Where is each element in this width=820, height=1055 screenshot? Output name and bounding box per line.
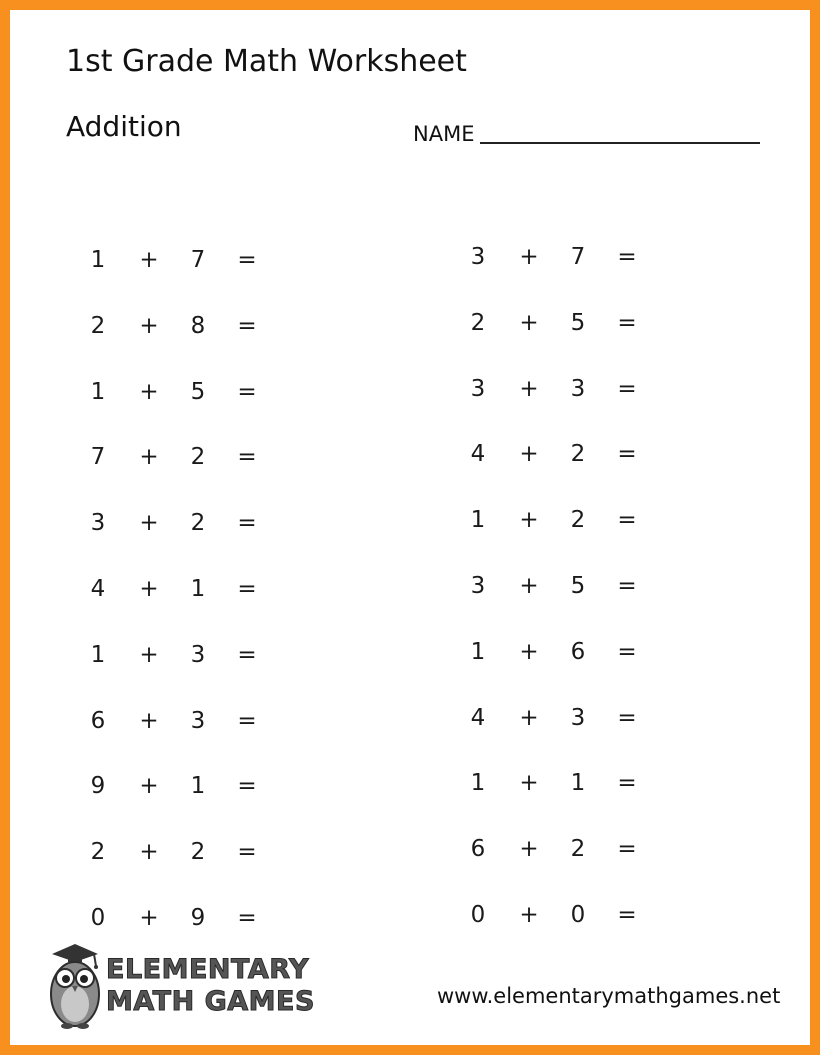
logo-text-line2: MATH GAMES [106, 986, 315, 1017]
math-problem-right-2 [390, 307, 650, 339]
addend-2: 2 [190, 444, 206, 471]
elementary-math-games-logo [44, 940, 315, 1030]
math-problem-right-5 [390, 504, 650, 536]
addend-2: 3 [190, 641, 206, 668]
worksheet-subtitle: Addition [66, 110, 182, 143]
math-problem-right-3 [390, 373, 650, 405]
plus-sign: + [519, 704, 539, 731]
addend-2: 0 [570, 902, 586, 928]
plus-sign: + [519, 375, 539, 402]
addend-2: 5 [570, 309, 586, 336]
plus-sign: + [139, 510, 159, 537]
plus-sign: + [139, 707, 159, 734]
math-problem-right-6 [390, 570, 650, 602]
addend-1: 9 [90, 773, 106, 800]
equals-sign: = [237, 247, 257, 273]
addend-2: 3 [570, 704, 586, 731]
math-problem-right-8 [390, 702, 650, 734]
math-problem-left-4 [10, 441, 270, 473]
math-problem-left-1 [10, 244, 270, 276]
plus-sign: + [139, 576, 159, 602]
addend-2: 9 [190, 905, 206, 931]
math-problem-left-10 [10, 836, 270, 868]
equals-sign: = [237, 707, 257, 734]
plus-sign: + [519, 507, 539, 534]
addend-2: 2 [570, 836, 586, 863]
addend-1: 2 [90, 839, 106, 866]
equals-sign: = [617, 902, 637, 928]
addend-1: 1 [90, 378, 106, 405]
plus-sign: + [139, 312, 159, 339]
addend-2: 1 [570, 770, 586, 797]
addend-2: 2 [190, 510, 206, 537]
plus-sign: + [519, 244, 539, 270]
addend-2: 8 [190, 312, 206, 339]
addend-1: 3 [470, 573, 486, 599]
addend-2: 2 [190, 839, 206, 866]
equals-sign: = [617, 573, 637, 599]
math-problem-left-8 [10, 705, 270, 737]
addend-2: 2 [570, 507, 586, 534]
math-problem-left-7 [10, 639, 270, 671]
plus-sign: + [139, 378, 159, 405]
plus-sign: + [139, 773, 159, 800]
equals-sign: = [237, 641, 257, 668]
equals-sign: = [617, 507, 637, 534]
addend-2: 6 [570, 638, 586, 665]
addend-1: 0 [90, 905, 106, 931]
equals-sign: = [237, 510, 257, 537]
owl-mascot-icon [44, 940, 106, 1030]
math-problem-right-10 [390, 833, 650, 865]
equals-sign: = [617, 638, 637, 665]
math-problem-left-3 [10, 376, 270, 408]
addend-1: 3 [470, 244, 486, 270]
math-problem-left-5 [10, 507, 270, 539]
plus-sign: + [519, 770, 539, 797]
plus-sign: + [519, 573, 539, 599]
plus-sign: + [139, 444, 159, 471]
equals-sign: = [617, 770, 637, 797]
addend-1: 2 [470, 309, 486, 336]
website-url: www.elementarymathgames.net [437, 984, 781, 1008]
worksheet-title: 1st Grade Math Worksheet [66, 44, 467, 79]
addend-1: 4 [470, 704, 486, 731]
math-problem-left-9 [10, 770, 270, 802]
addend-2: 1 [190, 576, 206, 602]
addend-1: 6 [470, 836, 486, 863]
equals-sign: = [237, 444, 257, 471]
addend-1: 4 [90, 576, 106, 602]
math-problem-right-7 [390, 636, 650, 668]
equals-sign: = [617, 704, 637, 731]
equals-sign: = [237, 312, 257, 339]
addend-1: 1 [90, 641, 106, 668]
equals-sign: = [237, 839, 257, 866]
equals-sign: = [617, 375, 637, 402]
plus-sign: + [139, 839, 159, 866]
addend-1: 6 [90, 707, 106, 734]
addend-1: 1 [90, 247, 106, 273]
addend-1: 1 [470, 638, 486, 665]
math-problem-left-2 [10, 310, 270, 342]
addend-2: 3 [190, 707, 206, 734]
addend-1: 3 [470, 375, 486, 402]
addend-2: 7 [570, 244, 586, 270]
equals-sign: = [617, 244, 637, 270]
addend-1: 1 [470, 507, 486, 534]
plus-sign: + [519, 441, 539, 468]
plus-sign: + [139, 905, 159, 931]
addend-2: 5 [190, 378, 206, 405]
equals-sign: = [617, 309, 637, 336]
addend-1: 0 [470, 902, 486, 928]
plus-sign: + [519, 309, 539, 336]
addend-2: 7 [190, 247, 206, 273]
math-problem-right-1 [390, 241, 650, 273]
plus-sign: + [519, 902, 539, 928]
equals-sign: = [237, 378, 257, 405]
addend-2: 3 [570, 375, 586, 402]
addend-2: 1 [190, 773, 206, 800]
plus-sign: + [519, 836, 539, 863]
equals-sign: = [237, 773, 257, 800]
addend-1: 3 [90, 510, 106, 537]
plus-sign: + [519, 638, 539, 665]
name-label: NAME [413, 122, 475, 146]
math-problem-right-4 [390, 438, 650, 470]
addend-2: 5 [570, 573, 586, 599]
addend-1: 4 [470, 441, 486, 468]
addend-1: 1 [470, 770, 486, 797]
equals-sign: = [617, 441, 637, 468]
math-problem-right-11 [390, 899, 650, 931]
math-problem-left-6 [10, 573, 270, 605]
addend-1: 7 [90, 444, 106, 471]
logo-text-line1: ELEMENTARY [106, 954, 310, 985]
addend-1: 2 [90, 312, 106, 339]
plus-sign: + [139, 641, 159, 668]
addend-2: 2 [570, 441, 586, 468]
equals-sign: = [237, 576, 257, 602]
equals-sign: = [237, 905, 257, 931]
math-problem-left-11 [10, 902, 270, 934]
plus-sign: + [139, 247, 159, 273]
math-problem-right-9 [390, 767, 650, 799]
equals-sign: = [617, 836, 637, 863]
